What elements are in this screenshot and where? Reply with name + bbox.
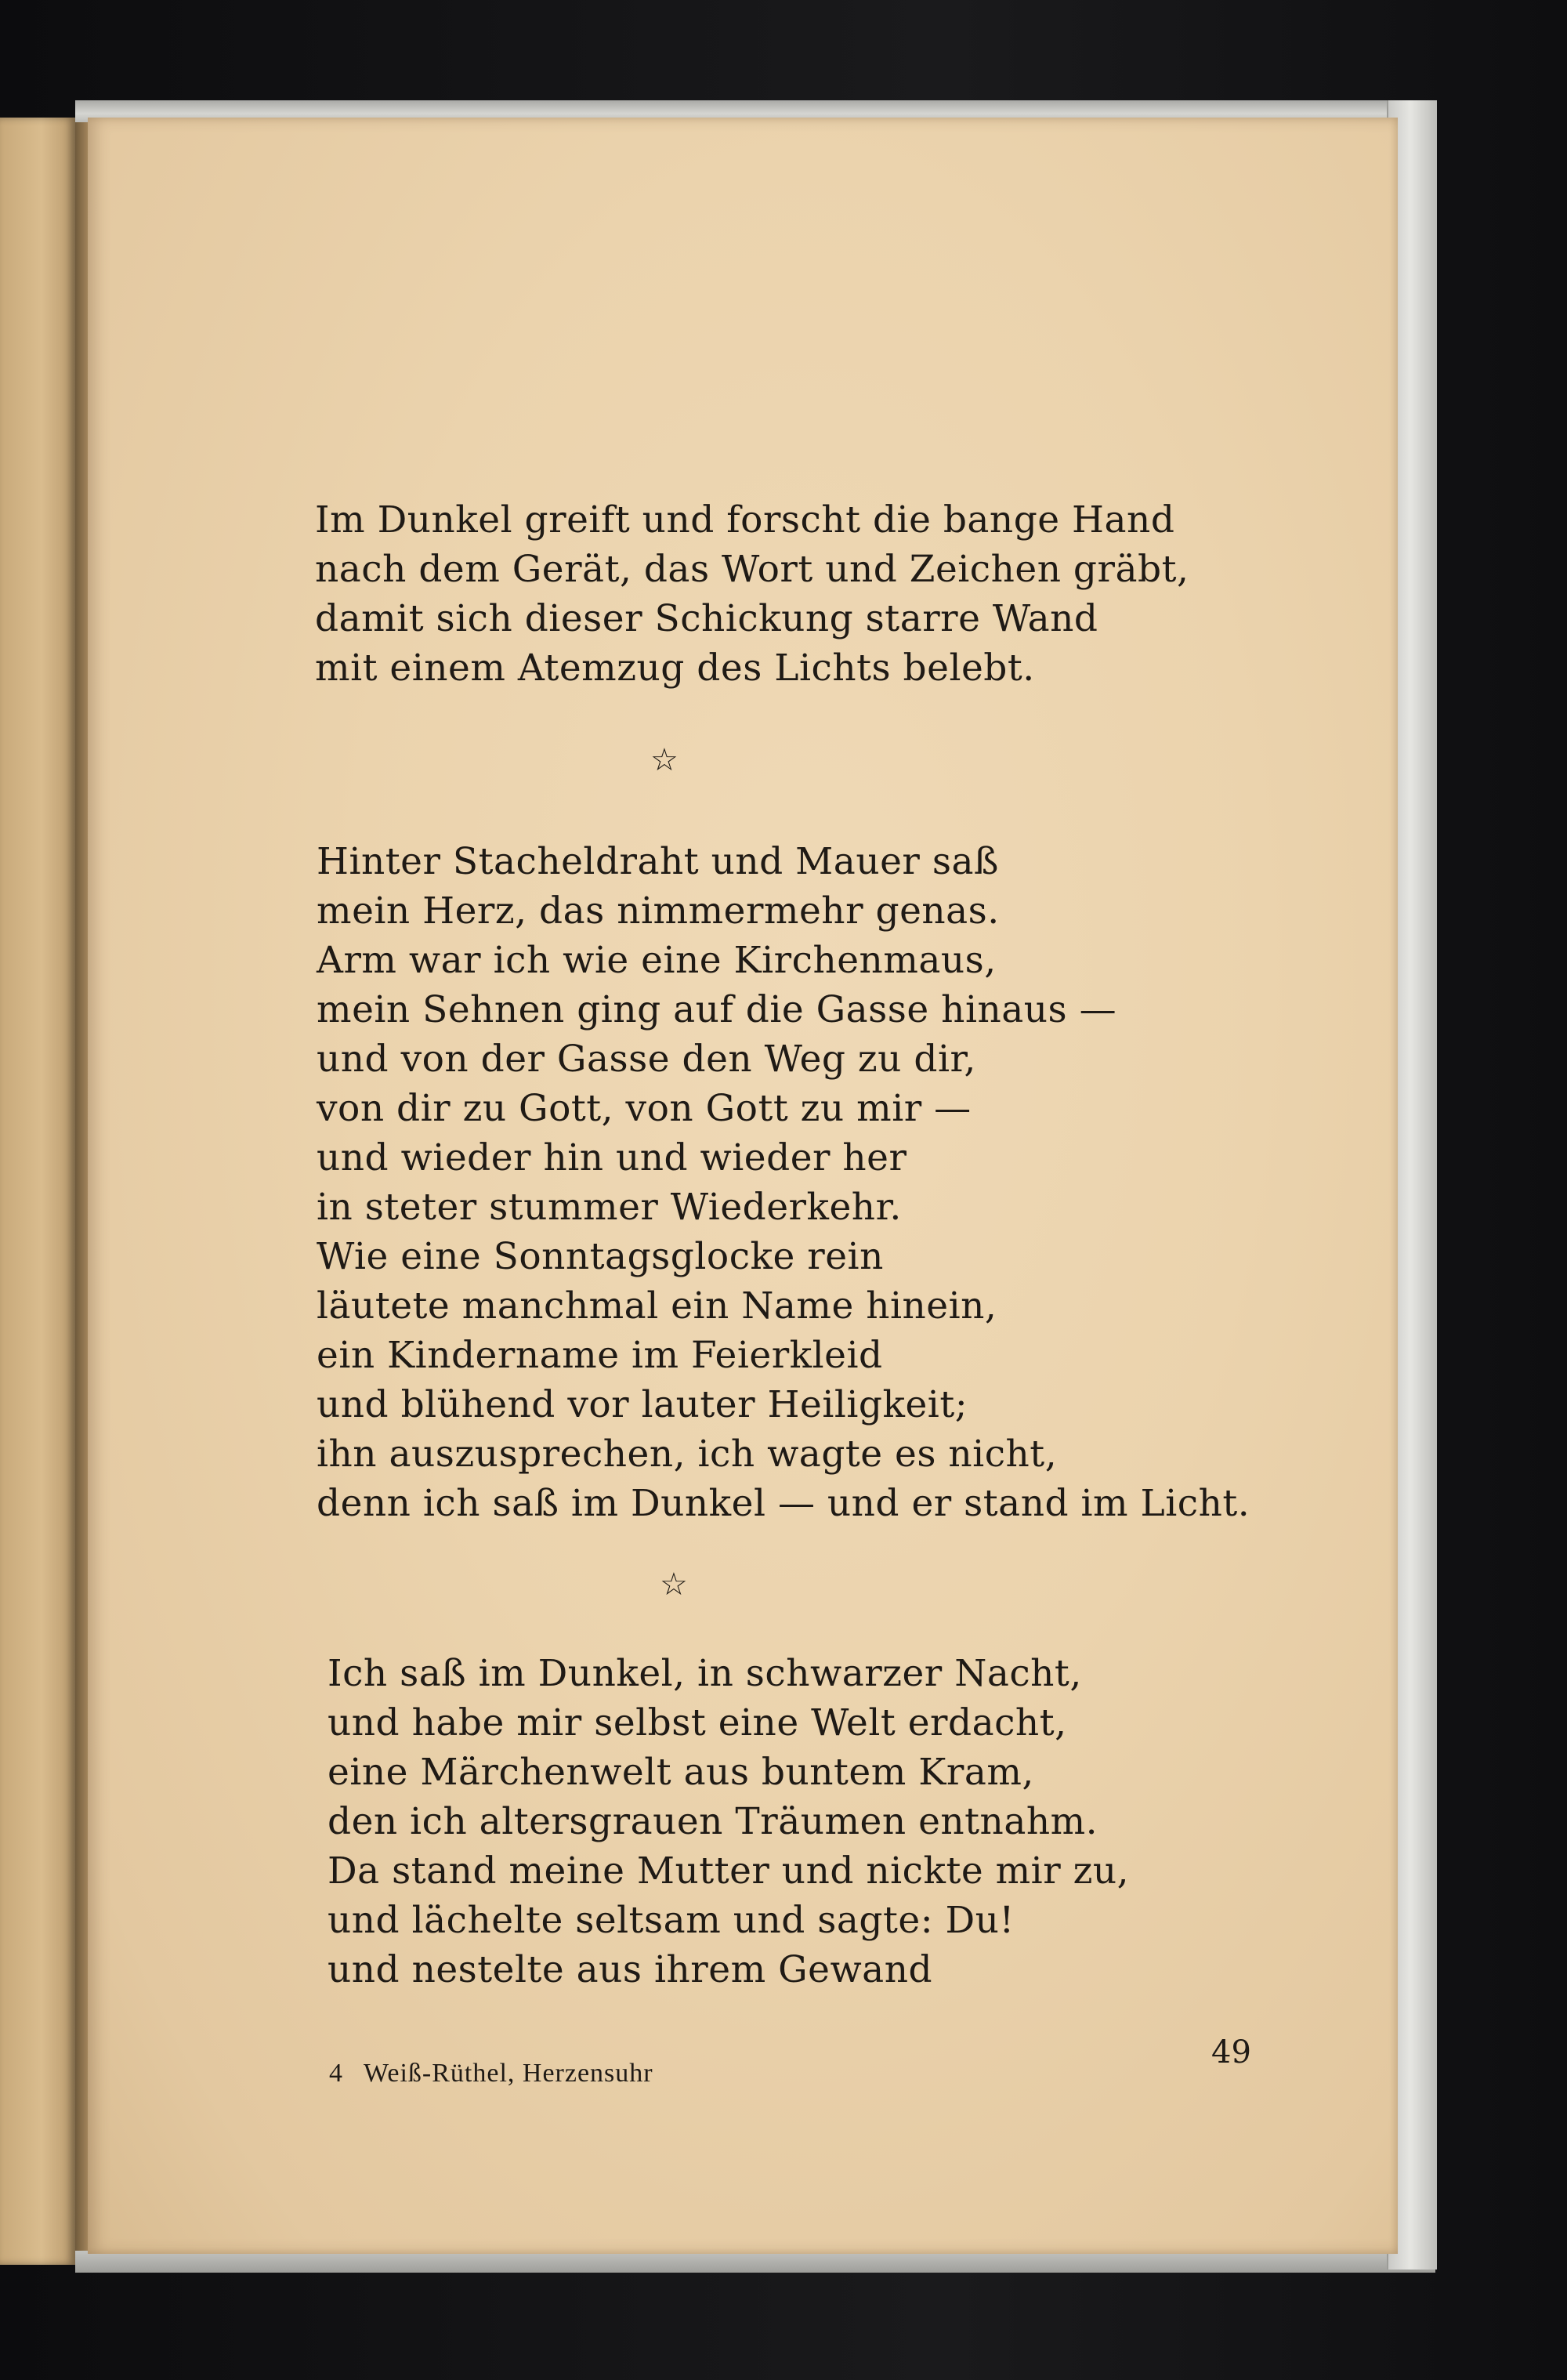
poem-line: Arm war ich wie eine Kirchenmaus,: [317, 939, 997, 982]
page-number: 49: [1211, 2034, 1251, 2070]
signature-number: 4: [329, 2059, 343, 2088]
stanza-3: [328, 1649, 1129, 1994]
poem-line: von dir zu Gott, von Gott zu mir —: [317, 1087, 972, 1130]
poem-line: mein Herz, das nimmermehr genas.: [317, 889, 1000, 933]
star-separator-icon: ☆: [650, 742, 679, 778]
star-separator-icon: ☆: [660, 1567, 688, 1603]
stanza-1: [315, 495, 1189, 693]
poem-line: Wie eine Sonntagsglocke rein: [317, 1235, 884, 1278]
printer-signature: [329, 2058, 653, 2089]
poem-line: damit sich dieser Schickung starre Wand: [315, 597, 1098, 640]
poem-line: Da stand meine Mutter und nickte mir zu,: [328, 1849, 1130, 1893]
poem-line: ihn auszusprechen, ich wagte es nicht,: [317, 1433, 1058, 1476]
poem-line: läutete manchmal ein Name hinein,: [317, 1284, 997, 1328]
poem-line: Hinter Stacheldraht und Mauer saß: [317, 840, 999, 883]
cover-bottom-edge: [75, 2251, 1435, 2273]
poem-line: und von der Gasse den Weg zu dir,: [317, 1038, 976, 1081]
book-page: [88, 118, 1398, 2254]
poem-line: ein Kindername im Feierkleid: [317, 1334, 883, 1377]
poem-line: mit einem Atemzug des Lichts belebt.: [315, 647, 1035, 690]
poem-line: eine Märchenwelt aus buntem Kram,: [328, 1751, 1034, 1794]
signature-text: Weiß-Rüthel, Herzensuhr: [364, 2059, 653, 2088]
poem-line: und wieder hin und wieder her: [317, 1136, 907, 1179]
stanza-2: [317, 837, 1250, 1528]
previous-page-edge: [0, 118, 75, 2265]
poem-line: den ich altersgrauen Träumen entnahm.: [328, 1800, 1098, 1843]
poem-line: Im Dunkel greift und forscht die bange Hand: [315, 498, 1175, 542]
poem-line: nach dem Gerät, das Wort und Zeichen gräbt,: [315, 548, 1189, 591]
poem-line: denn ich saß im Dunkel — und er stand im Licht.: [317, 1482, 1250, 1525]
poem-line: und habe mir selbst eine Welt erdacht,: [328, 1701, 1067, 1744]
poem-line: in steter stummer Wiederkehr.: [317, 1186, 902, 1229]
poem-line: und blühend vor lauter Heiligkeit;: [317, 1383, 968, 1426]
poem-line: mein Sehnen ging auf die Gasse hinaus —: [317, 988, 1117, 1031]
poem-line: und lächelte seltsam und sagte: Du!: [328, 1899, 1015, 1942]
poem-line: Ich saß im Dunkel, in schwarzer Nacht,: [328, 1652, 1082, 1695]
poem-line: und nestelte aus ihrem Gewand: [328, 1948, 933, 1991]
